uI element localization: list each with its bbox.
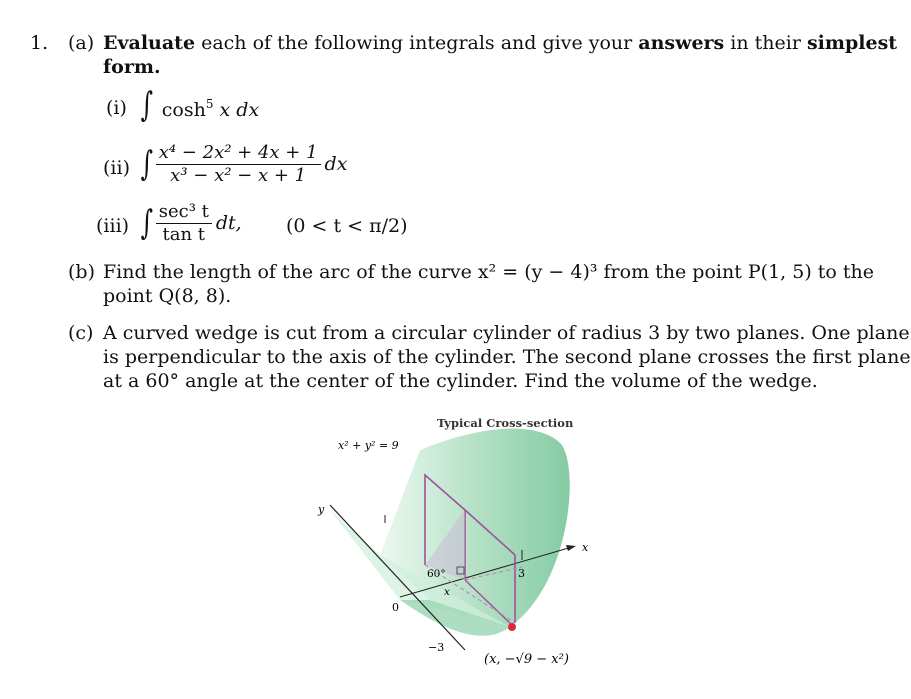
text-segment: in their xyxy=(724,32,807,54)
angle-label: 60° xyxy=(427,568,446,580)
axis-y-label: y xyxy=(318,503,325,516)
caption: Typical Cross-section xyxy=(437,416,574,430)
bold-form: form. xyxy=(103,56,161,78)
differential: dt, xyxy=(215,212,242,234)
integral-ii xyxy=(138,140,347,188)
part-a-line2 xyxy=(103,55,161,79)
axis-x-label: x xyxy=(582,541,589,554)
part-b-line1: Find the length of the arc of the curve x² = (y − 4)³ from the point P(1, 5) to the xyxy=(103,261,875,283)
circle-equation: x² + y² = 9 xyxy=(338,439,399,452)
part-a-label: (a) xyxy=(68,32,95,54)
integral-sign: ∫ xyxy=(140,203,154,243)
integral-i xyxy=(138,85,260,125)
part-c-line1: A curved wedge is cut from a circular cylinder of radius 3 by two planes. One plane xyxy=(103,322,910,344)
denominator: tan t xyxy=(162,223,206,245)
integral-sign: ∫ xyxy=(140,144,154,184)
condition: (0 < t < π/2) xyxy=(286,215,408,237)
integrand-cosh: cosh xyxy=(161,99,206,121)
bold-simplest: simplest xyxy=(806,32,898,54)
differential: dx xyxy=(324,153,348,175)
part-c-line2: is perpendicular to the axis of the cylinder. The second plane crosses the first plane xyxy=(103,346,911,368)
text-segment: each of the following integrals and give your xyxy=(195,32,639,54)
part-c-label: (c) xyxy=(68,322,94,344)
point-label: (x, −√9 − x²) xyxy=(484,652,569,667)
fraction-iii xyxy=(156,202,212,245)
part-a-line1 xyxy=(103,31,897,55)
power: 5 xyxy=(205,97,214,111)
integrand-rest: x dx xyxy=(219,99,260,121)
numerator: x⁴ − 2x² + 4x + 1 xyxy=(156,143,321,165)
part-b-line2: point Q(8, 8). xyxy=(103,285,232,307)
fraction-ii xyxy=(156,143,321,186)
origin-label: 0 xyxy=(392,601,399,614)
minus-three-label: −3 xyxy=(428,641,445,654)
numerator: sec³ t xyxy=(156,202,212,224)
item-i-label: (i) xyxy=(106,97,127,119)
integral-sign: ∫ xyxy=(140,85,154,125)
part-b-label: (b) xyxy=(68,261,95,283)
wedge-figure xyxy=(300,405,620,690)
x-mark-label: x xyxy=(444,586,450,598)
integral-iii xyxy=(138,198,242,248)
x-axis-arrow xyxy=(566,545,576,551)
bold-evaluate: Evaluate xyxy=(103,32,196,54)
problem-number: 1. xyxy=(30,32,49,54)
item-ii-label: (ii) xyxy=(103,157,130,179)
bold-answers: answers xyxy=(638,32,725,54)
three-label: 3 xyxy=(518,567,525,580)
part-c-line3: at a 60° angle at the center of the cylinder. Find the volume of the wedge. xyxy=(103,370,818,392)
denominator: x³ − x² − x + 1 xyxy=(170,164,307,186)
point-marker xyxy=(508,623,516,631)
item-iii-label: (iii) xyxy=(96,215,130,237)
